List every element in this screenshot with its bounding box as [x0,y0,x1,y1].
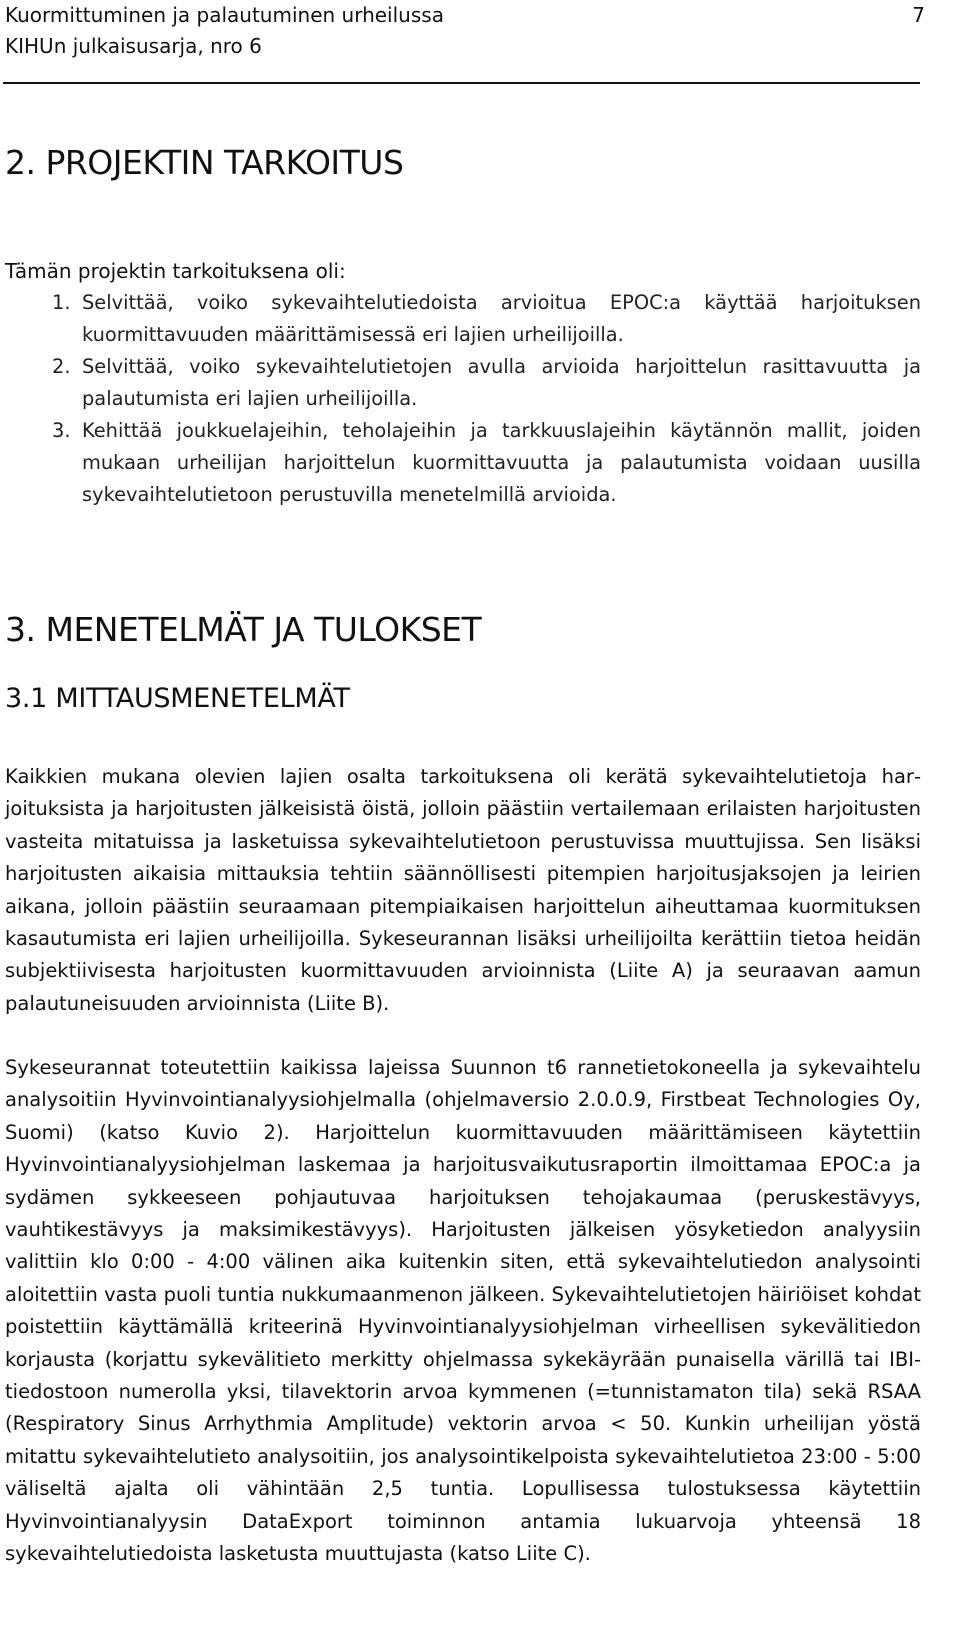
list-item-number: 3. [52,419,71,442]
header-divider [3,82,920,84]
measurement-paragraph-2: Sykeseurannat toteutettiin kaikissa lajeissa Suunnon t6 rannetietokoneella ja sykevaihtelu analysoitiin Hyvinvointianalyysiohjelmalla (ohjelmaversio 2.0.0.9, Firstbeat Technologies Oy, Suomi) (katso Kuvio 2). Harjoittelun kuormittavuuden määrittämiseen käytettiin Hyvinvointianalyysiohjelman laskemaa ja harjoitusvaikutusraportin ilmoittamaa EPOC:a ja sydämen sykkeeseen pohjautuvaa harjoituksen tehojakaumaa (peruskestävyys, vauhtikestävyys ja maksimikestävyys). Harjoitusten jälkeisen yösyketiedon analyysiin valittiin klo 0:00 - 4:00 välinen aika kuitenkin siten, että sykevaihtelutiedon analysointi aloitettiin vasta puoli tuntia nukkumaanmenon jälkeen. Sykevaihtelutietojen häiriöiset kohdat poistettiin käyttämällä kriteerinä Hyvinvointianalyysiohjelman virheellisen sykevälitiedon korjausta (korjattu sykevälitieto merkitty ohjelmassa sykekäyrään punaisella värillä tai IBI-tiedostoon numerolla yksi, tilavektorin arvoa kymmenen (=tunnistamaton tila) sekä RSAA (Respiratory Sinus Arrhythmia Amplitude) vektorin arvoa < 50. Kunkin urheilijan yöstä mitattu sykevaihtelutieto analysoitiin, jos analysointikelpoista sykevaihtelutietoa 23:00 - 5:00 väliseltä ajalta oli vähintään 2,5 tuntia. Lopullisessa tulostuksessa käytettiin Hyvinvointianalyysin DataExport toiminnon antamia lukuarvoja yhteensä 18 sykevaihtelutiedoista lasketusta muuttujasta (katso Liite C). [5,1056,921,1566]
subsection-3-1-heading: 3.1 MITTAUSMENETELMÄT [5,683,350,714]
series-name: KIHUn julkaisusarja, nro 6 [5,34,262,58]
section-2-heading: 2. PROJEKTIN TARKOITUS [5,143,404,182]
list-item [5,287,921,351]
section-2-intro: Tämän projektin tarkoituksena oli: [5,259,346,283]
measurement-paragraph-1: Kaikkien mukana olevien lajien osalta tarkoituksena oli kerätä sykevaihtelutietoja harjoituksista ja harjoitusten jälkeisistä öistä, jolloin päästiin vertailemaan erilaisten harjoitusten vasteita mitatuissa ja lasketuissa sykevaihtelutietoon perustuvissa muuttujissa. Sen lisäksi harjoitusten aikaisia mittauksia tehtiin säännöllisesti pitempien harjoitusjaksojen ja leirien aikana, jolloin päästiin seuraamaan pitempiaikaisen harjoittelun aiheuttamaa kuormituksen kasautumista eri lajien urheilijoilla. Sykeseurannan lisäksi urheilijoilta kerättiin tietoa heidän subjektiivisesta harjoitusten kuormittavuuden arvioinnista (Liite A) ja seuraavan aamun palautuneisuuden arvioinnista (Liite B). [5,765,921,1015]
list-item-text: Selvittää, voiko sykevaihtelutietojen avulla arvioida harjoittelun rasittavuutta ja palautumista eri lajien urheilijoilla. [82,355,921,410]
list-item-number: 2. [52,355,71,378]
list-item-number: 1. [52,291,71,314]
running-header [5,0,925,62]
list-item-text: Selvittää, voiko sykevaihtelutiedoista arvioitua EPOC:a käyttää harjoituksen kuormittavuuden määrittämisessä eri lajien urheilijoilla. [82,291,921,346]
project-goals-list [5,287,921,511]
list-item [5,415,921,511]
list-item [5,351,921,415]
publication-title: Kuormittuminen ja palautuminen urheilussa [5,3,444,27]
section-3-heading: 3. MENETELMÄT JA TULOKSET [5,610,482,649]
list-item-text: Kehittää joukkuelajeihin, teholajeihin ja tarkkuuslajeihin käytännön mallit, joiden mukaan urheilijan harjoittelun kuormittavuutta ja palautumista voidaan uusilla sykevaihtelutietoon perustuvilla menetelmillä arvioida. [82,419,921,506]
page-number: 7 [912,3,925,27]
